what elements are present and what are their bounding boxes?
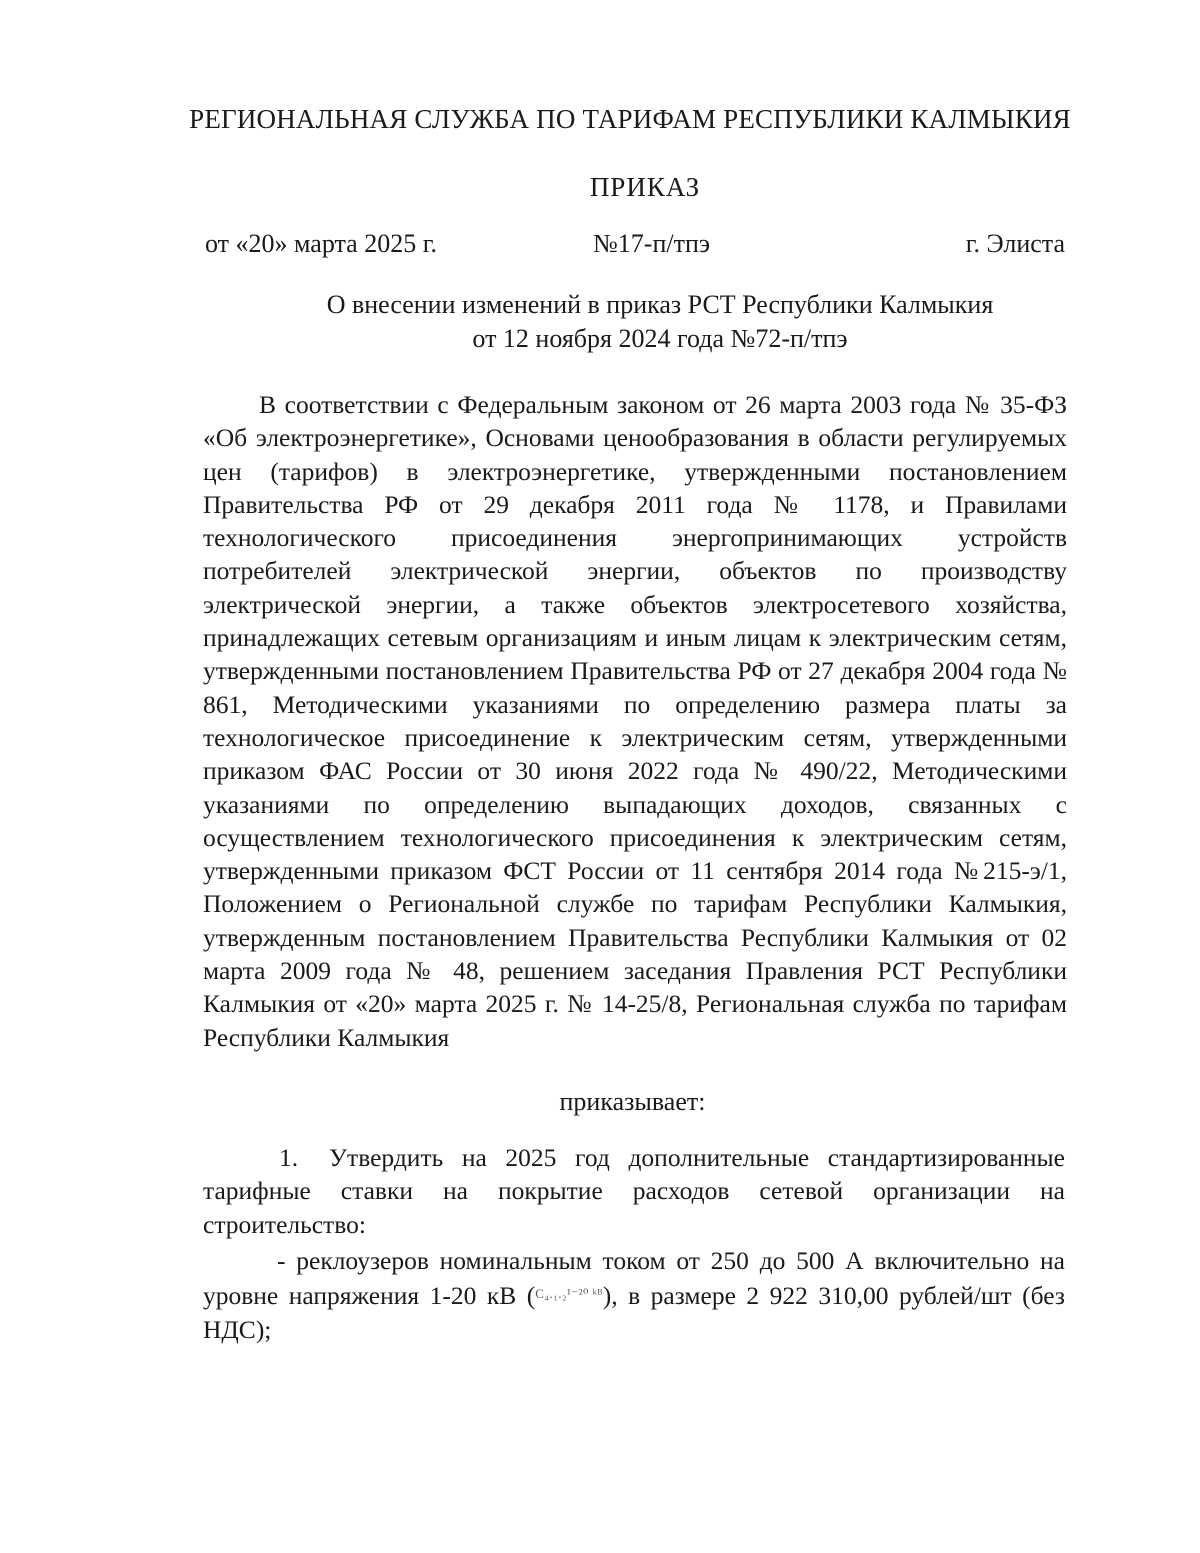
order-item-1: [203, 1141, 1065, 1241]
order-city: г. Элиста: [965, 229, 1065, 258]
order-item-text: Утвердить на 2025 год дополнительные стандартизированные тарифные ставки на покрытие расходов сетевой организации на строительство:: [203, 1143, 1065, 1239]
tariff-formula-symbol: C₄.₁.₂¹⁻²⁰ ᵏᴮ: [535, 1286, 603, 1302]
subitem-text-after: ), в размере 2 922 310,00 рублей/шт (без НДС);: [203, 1281, 1065, 1344]
organization-title: РЕГИОНАЛЬНАЯ СЛУЖБА ПО ТАРИФАМ РЕСПУБЛИКИ КАЛМЫКИЯ: [189, 104, 1071, 134]
subitem-text-before: - реклоузеров номинальным током от 250 до 500 А включительно на уровне напряжения 1-20 кВ (: [203, 1246, 1065, 1311]
order-meta-row: [205, 229, 1065, 263]
order-subject: [220, 288, 1100, 356]
decree-word: приказывает:: [559, 1087, 706, 1116]
order-item-number: 1.: [279, 1143, 299, 1172]
order-subitem-1: [203, 1244, 1065, 1346]
document-type: ПРИКАЗ: [589, 172, 701, 202]
order-date: от «20» марта 2025 г.: [205, 229, 437, 258]
order-number: №17-п/тпэ: [593, 229, 711, 258]
subject-line-2: от 12 ноября 2024 года №72-п/тпэ: [472, 324, 848, 353]
preamble-paragraph: В соответствии с Федеральным законом от 26 марта 2003 года № 35-ФЗ «Об электроэнергетике», Основами ценообразования в области регулируемых цен (тарифов) в электроэнергетике, утвержденными постановлением Правительства РФ от 29 декабря 2011 года № 1178, и Правилами технологического присоединения энергопринимающих устройств потребителей электрической энергии, объектов по производству электрической энергии, а также объектов электросетевого хозяйства, принадлежащих сетевым организациям и иным лицам к электрическим сетям, утвержденными постановлением Правительства РФ от 27 декабря 2004 года № 861, Методическими указаниями по определению размера платы за технологическое присоединение к электрическим сетям, утвержденными приказом ФАС России от 30 июня 2022 года № 490/22, Методическими указаниями по определению выпадающих доходов, связанных с осуществлением технологического присоединения к электрическим сетям, утвержденными приказом ФСТ России от 11 сентября 2014 года №215-э/1, Положением о Региональной службе по тарифам Республики Калмыкия, утвержденным постановлением Правительства Республики Калмыкия от 02 марта 2009 года № 48, решением заседания Правления РСТ Республики Калмыкия от «20» марта 2025 г. № 14-25/8, Региональная служба по тарифам Республики Калмыкия: [203, 390, 1067, 1052]
subject-line-1: О внесении изменений в приказ РСТ Республики Калмыкия: [326, 290, 994, 319]
